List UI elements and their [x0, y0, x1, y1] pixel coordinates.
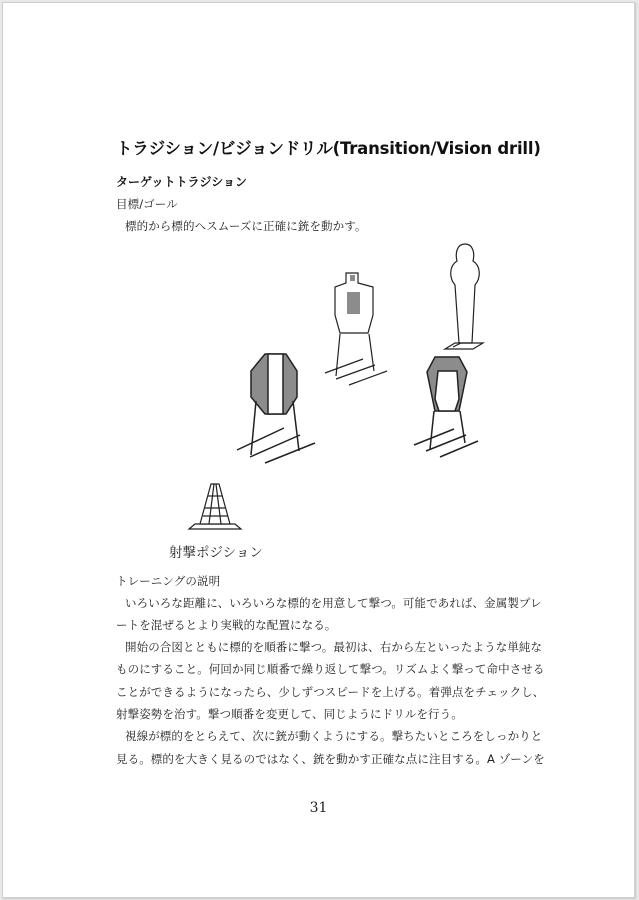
paragraph-line: 射撃姿勢を治す。撃つ順番を変更して、同じようにドリルを行う。: [116, 707, 463, 721]
paragraph-line: いろいろな距離に、いろいろな標的を用意して撃つ。可能であれば、金属製プレ: [125, 596, 542, 610]
figure-caption: 射撃ポジション: [169, 545, 263, 561]
page-title: トラジション/ビジョンドリル(Transition/Vision drill): [116, 139, 541, 158]
section-subtitle: ターゲットトラジション: [116, 175, 247, 189]
ipsc-paper-target-icon: [325, 273, 387, 385]
drill-layout-figure: [3, 3, 634, 563]
training-description-label: トレーニングの説明: [116, 574, 221, 588]
shield-plate-target-icon: [414, 357, 478, 457]
paragraph-line: ートを混ぜるとより実戦的な配置になる。: [116, 618, 337, 632]
silhouette-target-icon: [445, 244, 483, 349]
paragraph-line: ものにすること。何回か同じ順番で繰り返して撃つ。リズムよく撃って命中させる: [116, 662, 545, 676]
goal-label: 目標/ゴール: [116, 197, 178, 211]
octagon-plate-target-icon: [237, 354, 315, 463]
goal-text: 標的から標的へスムーズに正確に銃を動かす。: [125, 219, 367, 233]
paragraph-line: 見る。標的を大きく見るのではなく、銃を動かす正確な点に注目する。A ゾーンを: [116, 752, 545, 766]
document-page: [2, 2, 635, 898]
traffic-cone-icon: [189, 484, 241, 529]
paragraph-line: 視線が標的をとらえて、次に銃が動くようにする。撃ちたいところをしっかりと: [125, 729, 543, 743]
paragraph-line: ことができるようになったら、少しずつスピードを上げる。着弾点をチェックし、: [116, 685, 545, 699]
page-number: 31: [309, 800, 328, 816]
paragraph-line: 開始の合図とともに標的を順番に撃つ。最初は、右から左といったような単純な: [125, 640, 543, 654]
